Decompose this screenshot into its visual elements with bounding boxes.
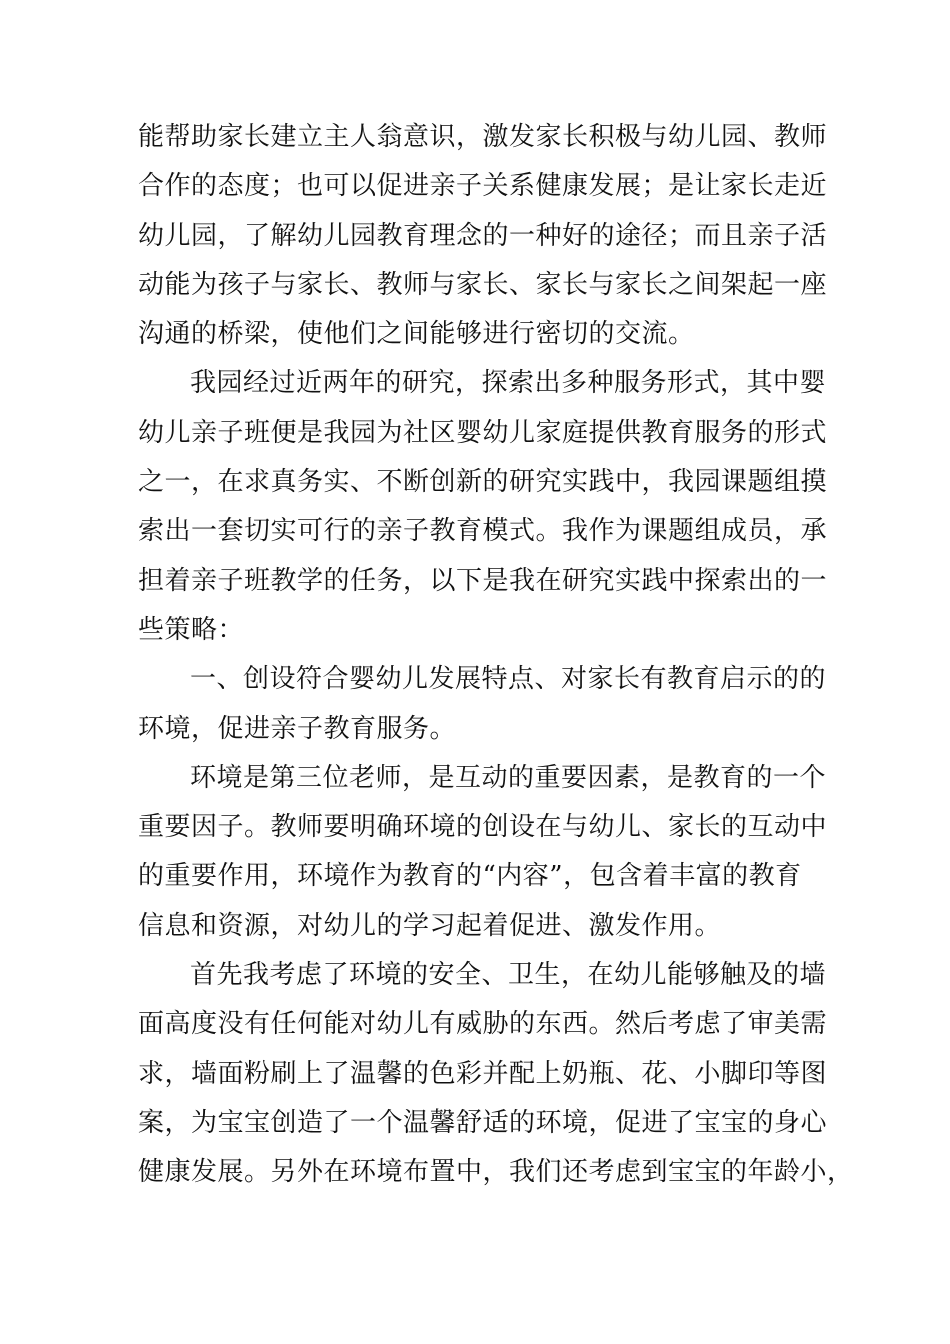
text-line: 健康发展。另外在环境布置中，我们还考虑到宝宝的年龄小， [138,1157,854,1188]
text-line: 信息和资源，对幼儿的学习起着促进、激发作用。 [138,910,722,941]
text-line: 幼儿亲子班便是我园为社区婴幼儿家庭提供教育服务的形式 [138,417,828,448]
document-body [138,113,854,1198]
text-line: 些策略： [138,614,245,645]
text-line: 重要因子。教师要明确环境的创设在与幼儿、家长的互动中 [138,812,828,843]
text-line: 索出一套切实可行的亲子教育模式。我作为课题组成员，承 [138,516,828,547]
paragraph-first-line: 环境是第三位老师，是互动的重要因素，是教育的一个 [190,762,827,793]
text-line: 幼儿园，了解幼儿园教育理念的一种好的途径；而且亲子活 [138,220,828,251]
text-line: 动能为孩子与家长、教师与家长、家长与家长之间架起一座 [138,269,828,300]
section-heading-continued: 环境，促进亲子教育服务。 [138,713,457,744]
text-line: 之一，在求真务实、不断创新的研究实践中，我园课题组摸 [138,467,828,498]
text-line: 合作的态度；也可以促进亲子关系健康发展；是让家长走近 [138,171,828,202]
text-line: 担着亲子班教学的任务，以下是我在研究实践中探索出的一 [138,565,828,596]
text-line: 的重要作用，环境作为教育的“内容”，包含着丰富的教育 [138,861,802,892]
section-heading: 一、创设符合婴幼儿发展特点、对家长有教育启示的的 [190,664,827,695]
text-line: 案，为宝宝创造了一个温馨舒适的环境，促进了宝宝的身心 [138,1107,828,1138]
text-line: 面高度没有任何能对幼儿有威胁的东西。然后考虑了审美需 [138,1009,828,1040]
paragraph-first-line: 首先我考虑了环境的安全、卫生，在幼儿能够触及的墙 [190,960,827,991]
text-line: 求，墙面粉刷上了温馨的色彩并配上奶瓶、花、小脚印等图 [138,1058,828,1089]
text-line: 能帮助家长建立主人翁意识，激发家长积极与幼儿园、教师 [138,122,828,152]
text-line: 沟通的桥梁，使他们之间能够进行密切的交流。 [138,319,695,350]
paragraph-first-line: 我园经过近两年的研究，探索出多种服务形式，其中婴 [190,368,827,399]
